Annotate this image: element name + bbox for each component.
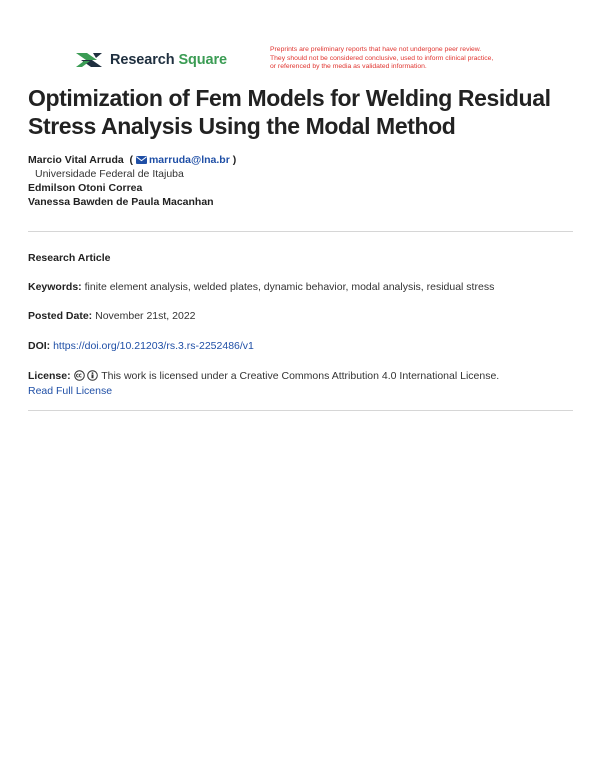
author-affiliation: Universidade Federal de Itajuba [35, 168, 184, 180]
article-type [28, 251, 573, 266]
mail-icon [136, 156, 147, 164]
keywords-row [28, 280, 573, 295]
logo-text [110, 52, 227, 68]
research-square-logo[interactable] [75, 50, 227, 70]
posted-date-row [28, 309, 573, 324]
author-name: Vanessa Bawden de Paula Macanhan [28, 196, 214, 208]
logo-word-square: Square [178, 52, 227, 68]
read-full-license-link[interactable]: Read Full License [28, 385, 113, 397]
disclaimer-line: Preprints are preliminary reports that have not undergone peer review. [270, 46, 482, 53]
logo-word-research: Research [110, 52, 175, 68]
article-type-label: Research Article [28, 252, 111, 264]
keywords-value: finite element analysis, welded plates, dynamic behavior, modal analysis, residual stress [84, 281, 495, 293]
posted-date-label: Posted Date: [28, 310, 93, 322]
doi-label: DOI: [28, 340, 51, 352]
author-email-wrap: ( marruda@lna.br ) [126, 154, 237, 166]
creative-commons-icon [74, 370, 85, 381]
posted-date-value: November 21st, 2022 [95, 310, 196, 322]
attribution-icon [87, 370, 98, 381]
disclaimer-line: or referenced by the media as validated information. [270, 63, 427, 71]
author-name: Marcio Vital Arruda [28, 154, 124, 166]
preprint-disclaimer [270, 46, 560, 72]
divider [28, 231, 573, 232]
license-label: License: [28, 370, 71, 382]
author-name: Edmilson Otoni Correa [28, 182, 143, 194]
license-text: This work is licensed under a Creative Commons Attribution 4.0 International License. [101, 370, 500, 382]
keywords-label: Keywords: [28, 281, 82, 293]
disclaimer-line: They should not be considered conclusive, used to inform clinical practice, [270, 54, 494, 62]
doi-row [28, 339, 573, 354]
author-list [28, 153, 236, 209]
paper-title: Optimization of Fem Models for Welding Residual Stress Analysis Using the Modal Method [28, 85, 551, 139]
doi-link[interactable]: https://doi.org/10.21203/rs.3.rs-2252486/v1 [53, 340, 254, 352]
research-square-logo-icon [75, 50, 103, 70]
author-entry [28, 153, 236, 167]
page-header [0, 0, 600, 80]
divider [28, 410, 573, 411]
author-email-link[interactable]: marruda@lna.br [148, 154, 230, 166]
license-row [28, 369, 573, 399]
